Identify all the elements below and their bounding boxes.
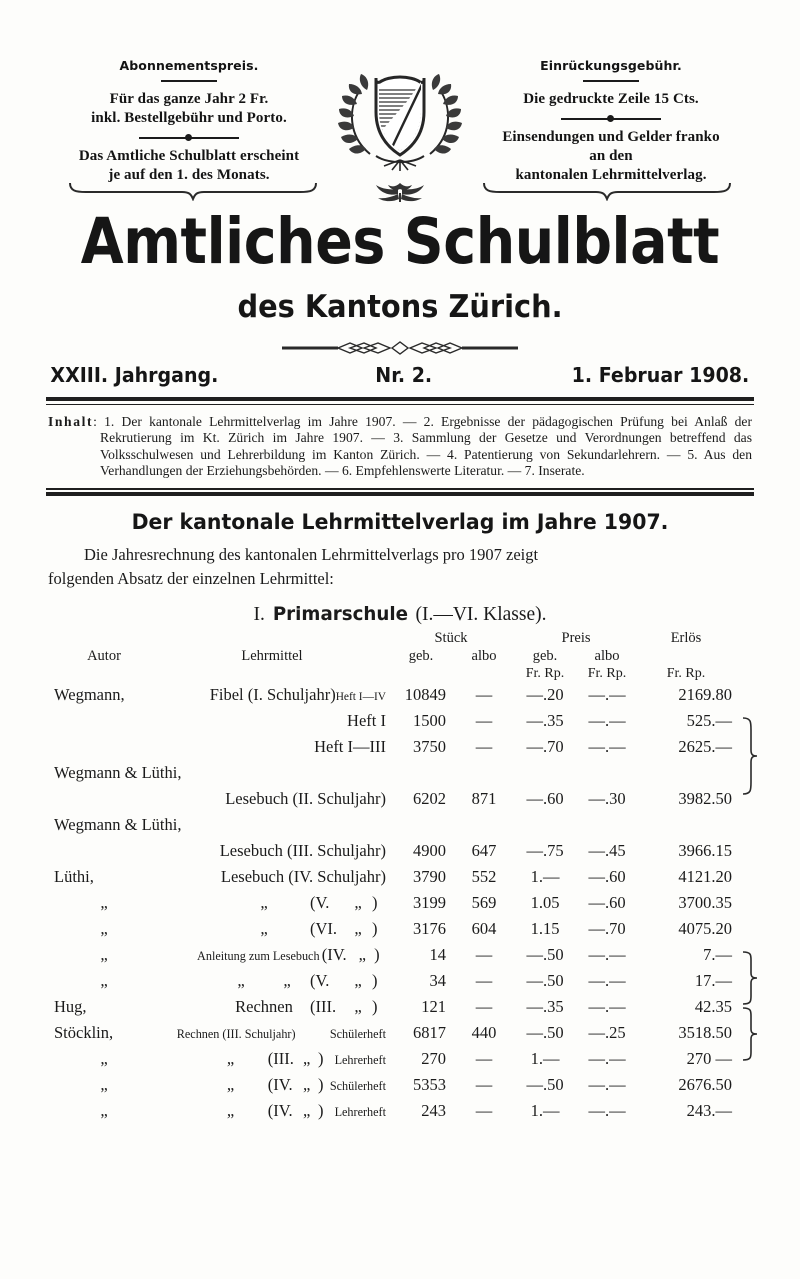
cell-autor <box>52 841 156 867</box>
cell-preis-geb: 1.05 <box>530 893 560 913</box>
table-row <box>52 711 752 737</box>
masthead-brace-row <box>0 181 800 203</box>
masthead <box>0 0 800 185</box>
rule-thin-bottom <box>46 488 754 489</box>
table-row <box>52 1075 752 1101</box>
row-group-brace-1 <box>742 716 758 796</box>
header-preis-albo: albo <box>594 648 620 665</box>
table-row <box>52 945 752 971</box>
cell-preis-albo: —.— <box>588 997 626 1017</box>
page-subtitle: des Kantons Zürich. <box>237 289 563 325</box>
cell-preis-geb: —.70 <box>526 737 564 757</box>
cell-lehrmittel: „ „ (V. „ ) <box>237 971 378 991</box>
cell-autor: Stöcklin, <box>54 1023 114 1043</box>
table-row <box>52 763 752 789</box>
article-paragraph-line-2: folgenden Absatz der einzelnen Lehrmittel: <box>48 569 334 589</box>
cell-preis-geb: —.35 <box>526 997 564 1017</box>
cell-erloes: 3966.15 <box>678 841 732 861</box>
cell-autor: „ <box>100 945 108 965</box>
lehrmittel-sub: Heft I—III <box>314 737 386 757</box>
cell-stueck-geb: 6817 <box>413 1023 446 1043</box>
table-row <box>52 841 752 867</box>
issue-number: Nr. 2. <box>375 363 432 387</box>
cell-brace-spacer <box>734 919 752 945</box>
rule-thick-bottom <box>46 492 754 496</box>
table-header-currency-row <box>52 666 752 685</box>
cell-stueck-albo: 871 <box>471 789 497 809</box>
cell-autor: „ <box>100 919 108 939</box>
header-erloes: Erlös <box>670 630 702 647</box>
header-stueck: Stück <box>434 630 468 647</box>
cell-autor: „ <box>100 1075 108 1095</box>
table-row <box>52 919 752 945</box>
cell-preis-albo: —.30 <box>588 789 626 809</box>
header-spacer-brace-2 <box>734 648 752 666</box>
lehrmittel-main: Lesebuch (II. Schuljahr) <box>225 789 386 809</box>
cell-stueck-albo: — <box>475 1075 493 1095</box>
currency-spacer-lehrmittel <box>156 666 388 685</box>
divider-rule <box>161 80 217 82</box>
cell-preis-albo: —.45 <box>588 841 626 861</box>
article-paragraph-line-1: Die Jahresrechnung des kantonalen Lehrmittelverlags pro 1907 zeigt <box>84 545 539 565</box>
cell-stueck-geb: 3199 <box>413 893 446 913</box>
advertising-line-3: an den <box>589 148 633 164</box>
cell-stueck-geb: 10849 <box>404 685 446 705</box>
inhalt-colon: : <box>93 413 97 429</box>
cell-lehrmittel: „ (III. „ ) Lehrerheft <box>226 1049 386 1069</box>
cell-preis-geb: —.50 <box>526 945 564 965</box>
lehrmittel-main: Fibel (I. Schuljahr) <box>209 685 336 705</box>
cell-lehrmittel <box>156 737 388 763</box>
cell-preis-geb: —.35 <box>526 711 564 731</box>
cell-stueck-geb: 1500 <box>413 711 446 731</box>
cell-erloes: 17.— <box>694 971 732 991</box>
table-row <box>52 1101 752 1127</box>
header-spacer-autor <box>52 630 156 648</box>
header-stueck-geb: geb. <box>408 648 434 665</box>
header-lehrmittel: Lehrmittel <box>241 648 303 665</box>
section-number: I. <box>253 604 265 626</box>
cell-brace-spacer <box>734 841 752 867</box>
cell-preis-geb: 1.— <box>530 1049 560 1069</box>
cell-stueck-albo: — <box>475 711 493 731</box>
lehrmittel-sub: Heft I <box>347 711 386 731</box>
currency-preis-albo: Fr. Rp. <box>587 666 627 682</box>
divider-rule <box>583 80 639 82</box>
header-stueck-albo: albo <box>471 648 497 665</box>
cell-stueck-albo: 440 <box>471 1023 497 1043</box>
subscription-heading: Abonnementspreis. <box>119 58 259 73</box>
table-row <box>52 1049 752 1075</box>
section-name: Primarschule <box>272 603 408 626</box>
header-spacer-lehrmittel <box>156 630 388 648</box>
cell-autor: „ <box>100 1101 108 1121</box>
lehrmittel-main: Lesebuch (IV. Schuljahr) <box>220 867 386 887</box>
cell-autor <box>52 737 156 763</box>
table-header-sub-row <box>52 648 752 666</box>
cell-stueck-albo: — <box>475 1049 493 1069</box>
cell-erloes: 270 — <box>686 1049 732 1069</box>
cell-preis-albo: —.— <box>588 737 626 757</box>
cell-stueck-albo: 552 <box>471 867 497 887</box>
row-group-brace-2 <box>742 950 758 1006</box>
cell-preis-geb: —.50 <box>526 971 564 991</box>
cell-lehrmittel <box>156 789 388 815</box>
table-row <box>52 1023 752 1049</box>
cell-brace-spacer <box>734 893 752 919</box>
cell-preis-albo: —.25 <box>588 1023 626 1043</box>
cell-autor: Hug, <box>54 997 87 1017</box>
cell-preis-geb: 1.15 <box>530 919 560 939</box>
table-row <box>52 685 752 711</box>
header-preis-geb: geb. <box>532 648 558 665</box>
cell-stueck-geb: 243 <box>421 1101 446 1121</box>
cell-stueck-albo: 647 <box>471 841 497 861</box>
header-spacer-brace <box>734 630 752 648</box>
volume-label: XXIII. Jahrgang. <box>50 363 219 387</box>
cell-erloes: 3518.50 <box>678 1023 732 1043</box>
lehrmittel-sub: Heft I—IV <box>335 691 386 704</box>
subscription-line-1: Für das ganze Jahr 2 Fr. <box>109 91 269 107</box>
masthead-subscription-block <box>46 58 336 185</box>
cell-stueck-geb: 3750 <box>413 737 446 757</box>
row-author-only: Wegmann & Lüthi, <box>54 815 182 835</box>
fleuron-ornament <box>280 341 520 355</box>
cell-stueck-geb: 14 <box>429 945 446 965</box>
subscription-line-4: je auf den 1. des Monats. <box>108 167 270 183</box>
cell-preis-albo: —.— <box>588 945 626 965</box>
table-row <box>52 997 752 1023</box>
issue-line <box>0 363 800 387</box>
cell-preis-geb: 1.— <box>530 867 560 887</box>
row-author-only: Wegmann & Lüthi, <box>54 763 182 783</box>
currency-spacer-brace <box>734 666 752 685</box>
subscription-line-2: inkl. Bestellgebühr und Porto. <box>91 110 287 126</box>
table-row <box>52 971 752 997</box>
cell-brace-spacer <box>734 685 752 711</box>
cell-erloes: 3700.35 <box>678 893 732 913</box>
cell-stueck-albo: — <box>475 1101 493 1121</box>
cell-preis-albo: —.— <box>588 971 626 991</box>
cell-erloes: 42.35 <box>694 997 732 1017</box>
cell-autor <box>52 711 156 737</box>
inhalt-text: 1. Der kantonale Lehrmittelverlag im Jahre 1907. — 2. Ergebnisse der pädagogischen Prüfung bei Anlaß der Rekrutierung im Kt. Zürich im Jahre 1907. — 3. Sammlung der Gesetze und Verordnungen betreffend das Volksschulwesen und Lehrerbildung im Kanton Zürich. — 4. Patentierung von Sekundarlehrern. — 5. Aus den Verhandlungen der Erziehungsbehörden. — 6. Empfehlenswerte Literatur. — 7. Inserate. <box>96 413 752 479</box>
cell-preis-geb: —.50 <box>526 1023 564 1043</box>
page-title: Amtliches Schulblatt <box>80 205 720 278</box>
leaf-ornament <box>336 181 464 203</box>
cell-lehrmittel <box>156 711 388 737</box>
cell-lehrmittel: Rechnen (III. „ ) <box>235 997 378 1017</box>
lehrmittel-table-wrapper <box>52 630 760 1127</box>
currency-preis-geb: Fr. Rp. <box>525 666 565 682</box>
cell-stueck-albo: 604 <box>471 919 497 939</box>
advertising-line-4: kantonalen Lehrmittelverlag. <box>515 167 707 183</box>
issue-date: 1. Februar 1908. <box>571 363 750 387</box>
article-title: Der kantonale Lehrmittelverlag im Jahre 1907. <box>131 510 669 536</box>
cell-stueck-geb: 6202 <box>413 789 446 809</box>
cell-lehrmittel: Anleitung zum Lesebuch (IV. „ ) <box>197 945 380 965</box>
cell-stueck-geb: 34 <box>429 971 446 991</box>
row-group-brace-3 <box>742 1006 758 1062</box>
cell-erloes: 4075.20 <box>678 919 732 939</box>
table-row <box>52 893 752 919</box>
cell-lehrmittel <box>156 867 388 893</box>
currency-spacer-stk-geb <box>388 666 454 685</box>
masthead-advertising-block <box>464 58 754 185</box>
cell-lehrmittel: Rechnen (III. Schuljahr) Schülerheft <box>176 1027 386 1042</box>
cell-lehrmittel: „ (IV. „ ) Schülerheft <box>226 1075 386 1095</box>
header-erloes-spacer <box>638 648 734 666</box>
cell-stueck-albo: — <box>475 737 493 757</box>
cell-preis-albo: —.70 <box>588 919 626 939</box>
table-of-contents <box>48 414 752 480</box>
cell-autor: „ <box>100 1049 108 1069</box>
table-head <box>52 630 752 685</box>
cell-erloes: 243.— <box>686 1101 732 1121</box>
rule-thin-top <box>46 404 754 405</box>
cell-autor: „ <box>100 971 108 991</box>
cell-stueck-albo: — <box>475 971 493 991</box>
inhalt-label: Inhalt <box>48 413 94 429</box>
advertising-line-2: Einsendungen und Gelder franko <box>502 129 720 145</box>
cell-preis-geb: 1.— <box>530 1101 560 1121</box>
cell-erloes: 2169.80 <box>678 685 732 705</box>
table-row <box>52 789 752 815</box>
cell-stueck-albo: — <box>475 945 493 965</box>
cell-brace-spacer <box>734 867 752 893</box>
cell-stueck-geb: 4900 <box>413 841 446 861</box>
cell-erloes: 525.— <box>686 711 732 731</box>
cell-erloes: 4121.20 <box>678 867 732 887</box>
cell-lehrmittel: „ (VI. „ ) <box>260 919 378 939</box>
lehrmittel-main: Lesebuch (III. Schuljahr) <box>219 841 386 861</box>
cell-lehrmittel <box>156 841 388 867</box>
cell-brace-spacer <box>734 1075 752 1101</box>
cell-preis-geb: —.20 <box>526 685 564 705</box>
subscription-line-3: Das Amtliche Schulblatt erscheint <box>78 148 300 164</box>
cell-preis-albo: —.— <box>588 1049 626 1069</box>
cell-stueck-geb: 3790 <box>413 867 446 887</box>
table-row <box>52 815 752 841</box>
dot-ornament <box>139 133 239 142</box>
currency-erloes: Fr. Rp. <box>666 666 706 682</box>
cell-brace-spacer <box>734 1101 752 1127</box>
table-row <box>52 867 752 893</box>
cell-erloes: 7.— <box>703 945 732 965</box>
cell-autor: Wegmann, <box>54 685 125 705</box>
cell-preis-albo: —.— <box>588 1101 626 1121</box>
lehrmittel-table <box>52 630 752 1127</box>
zurich-coat-of-arms-icon <box>336 60 464 172</box>
cell-stueck-geb: 121 <box>421 997 446 1017</box>
cell-lehrmittel <box>156 685 388 711</box>
cell-preis-albo: —.60 <box>588 893 626 913</box>
cell-autor: „ <box>100 893 108 913</box>
cell-preis-albo: —.60 <box>588 867 626 887</box>
cell-preis-albo: —.— <box>588 685 626 705</box>
currency-spacer-stk-albo <box>454 666 514 685</box>
currency-spacer-autor <box>52 666 156 685</box>
section-title <box>0 603 800 626</box>
cell-stueck-geb: 3176 <box>413 919 446 939</box>
cell-preis-albo: —.— <box>588 711 626 731</box>
article-paragraph <box>48 543 752 591</box>
cell-preis-geb: —.60 <box>526 789 564 809</box>
cell-autor <box>52 789 156 815</box>
cell-stueck-albo: 569 <box>471 893 497 913</box>
cell-stueck-geb: 5353 <box>413 1075 446 1095</box>
rule-thick-top <box>46 397 754 401</box>
header-autor: Autor <box>87 648 121 665</box>
cell-preis-geb: —.50 <box>526 1075 564 1095</box>
cell-erloes: 2676.50 <box>678 1075 732 1095</box>
header-preis: Preis <box>561 630 591 647</box>
cell-autor: Lüthi, <box>54 867 94 887</box>
table-body <box>52 685 752 1127</box>
brace-ornament-right <box>464 181 750 203</box>
cell-preis-albo: —.— <box>588 1075 626 1095</box>
cell-stueck-albo: — <box>475 685 493 705</box>
cell-lehrmittel: „ (V. „ ) <box>260 893 378 913</box>
cell-erloes: 2625.— <box>678 737 732 757</box>
cell-stueck-geb: 270 <box>421 1049 446 1069</box>
advertising-heading: Einrückungsgebühr. <box>540 58 682 73</box>
cell-preis-geb: —.75 <box>526 841 564 861</box>
dot-ornament <box>561 114 661 123</box>
cell-lehrmittel: „ (IV. „ ) Lehrerheft <box>226 1101 386 1121</box>
table-row <box>52 737 752 763</box>
section-classes: (I.—VI. Klasse). <box>415 604 547 626</box>
cell-stueck-albo: — <box>475 997 493 1017</box>
brace-ornament-left <box>50 181 336 203</box>
table-header-group-row <box>52 630 752 648</box>
advertising-line-1: Die gedruckte Zeile 15 Cts. <box>523 91 699 107</box>
cell-erloes: 3982.50 <box>678 789 732 809</box>
